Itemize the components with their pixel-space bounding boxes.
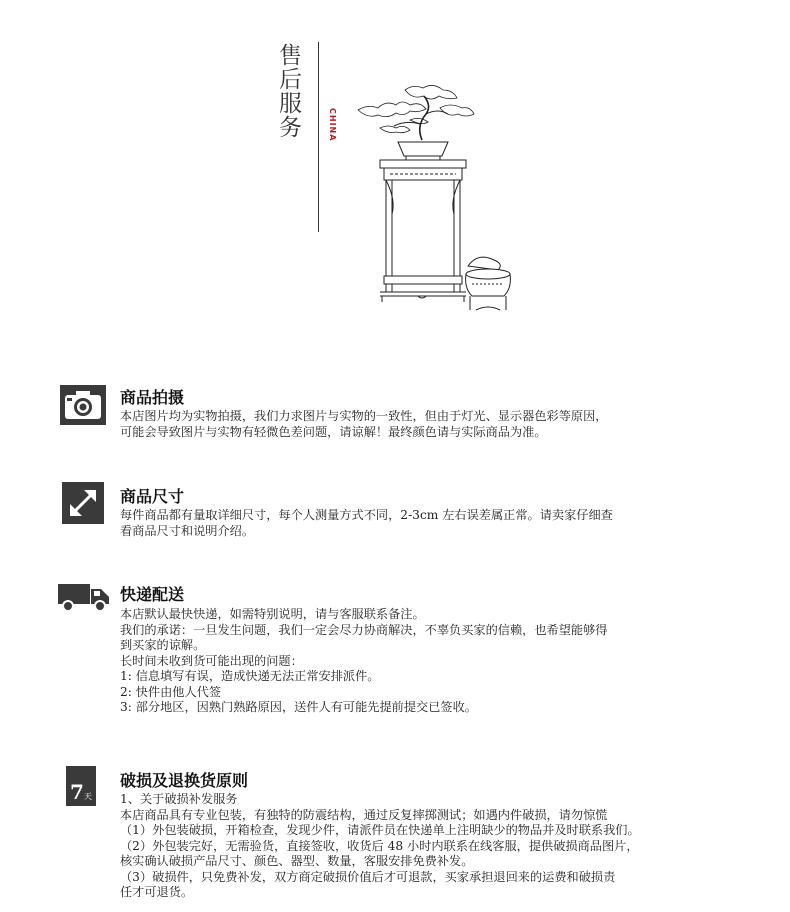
body-line: 任才可退货。 [120, 885, 194, 899]
section-title: 破损及退换货原则 [120, 771, 249, 790]
body-line: 本店默认最快快递，如需特别说明，请与客服联系备注。 [120, 607, 425, 621]
body-line: 本店图片均为实物拍摄，我们力求图片与实物的一致性，但由于灯光、显示器色彩等原因， [120, 409, 608, 423]
section-body [120, 792, 750, 901]
body-line: 长时间未收到货可能出现的问题： [120, 653, 303, 668]
body-line: （3）破损件，只免费补发，双方商定破损价值后才可退款，买家承担退回来的运费和破损责 [120, 869, 616, 884]
section-body [120, 508, 750, 539]
section-title: 商品尺寸 [120, 487, 185, 506]
body-line: 看商品尺寸和说明介绍。 [120, 523, 255, 538]
body-line: 3: 部分地区，因熟门熟路原因，送件人有可能先提前提交已签收。 [120, 700, 477, 714]
body-line: 到买家的谅解。 [120, 638, 206, 652]
seven-days-unit: 天 [83, 792, 92, 801]
body-line: （1）外包装破损，开箱检查，发现少件，请派件员在快递单上注明缺少的物品并及时联系我们。 [120, 823, 640, 837]
title-char: 务 [279, 115, 303, 141]
china-label: CHINA [328, 108, 337, 142]
title-char: 后 [279, 67, 303, 93]
page-title [279, 44, 309, 140]
section-body [120, 409, 750, 440]
resize-arrow-icon [62, 482, 104, 524]
body-line: 每件商品都有量取详细尺寸，每个人测量方式不同，2-3cm 左右误差属正常。请卖家仔细查 [120, 508, 613, 522]
section-title: 快递配送 [120, 585, 185, 604]
body-line: 1、关于破损补发服务 [120, 792, 238, 806]
camera-icon [60, 385, 106, 425]
title-char: 服 [279, 91, 303, 117]
body-line: （2）外包装完好，无需验货，直接签收，收货后 48 小时内联系在线客服，提供破损商品图片， [120, 838, 639, 853]
body-line: 1: 信息填写有误，造成快递无法正常安排派件。 [120, 669, 380, 683]
section-body [120, 607, 750, 716]
bonsai-stand-illustration [350, 80, 520, 325]
body-line: 2: 快件由他人代签 [120, 684, 222, 699]
seven-days-icon [66, 766, 96, 806]
truck-icon [58, 578, 110, 618]
body-line: 核实确认破损产品尺寸、颜色、器型、数量，客服安排免费补发。 [120, 854, 474, 868]
body-line: 本店商品具有专业包装，有独特的防震结构，通过反复摔掷测试；如遇内件破损，请勿惊慌 [120, 807, 608, 822]
body-line: 我们的承诺：一旦发生问题，我们一定会尽力协商解决，不辜负买家的信赖，也希望能够得 [120, 622, 608, 637]
body-line: 可能会导致图片与实物有轻微色差问题，请谅解！最终颜色请与实际商品为准。 [120, 424, 547, 439]
header-divider [318, 42, 319, 232]
seven-days-number: 7 [70, 780, 84, 804]
section-title: 商品拍摄 [120, 388, 185, 407]
title-char: 售 [279, 43, 303, 69]
